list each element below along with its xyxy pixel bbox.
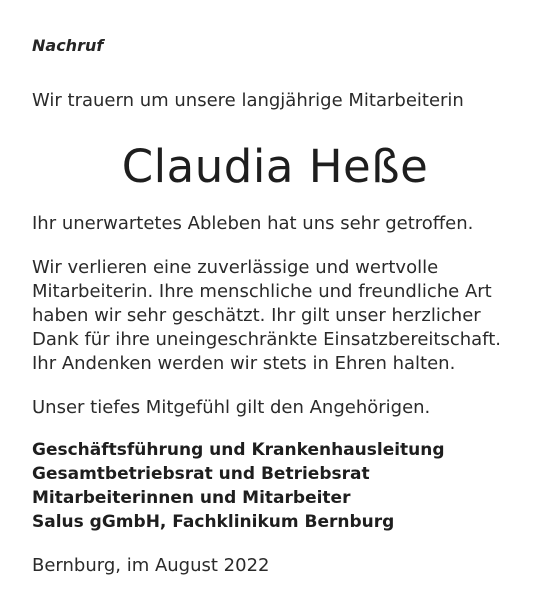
paragraph-sympathy: Unser tiefes Mitgefühl gilt den Angehörigen.	[32, 397, 431, 418]
intro-text: Wir trauern um unsere langjährige Mitarbeiterin	[32, 90, 464, 111]
signer-line: Gesamtbetriebsrat und Betriebsrat	[32, 464, 370, 484]
signer-line: Salus gGmbH, Fachklinikum Bernburg	[32, 512, 395, 532]
notice-type-heading: Nachruf	[32, 36, 104, 55]
tribute-line: Wir verlieren eine zuverlässige und wertvolle	[32, 257, 439, 278]
deceased-name: Claudia Heße	[121, 140, 429, 193]
tribute-line: Ihr Andenken werden wir stets in Ehren halten.	[32, 353, 456, 374]
signer-line: Geschäftsführung und Krankenhausleitung	[32, 440, 445, 460]
tribute-line: Mitarbeiterin. Ihre menschliche und freundliche Art	[32, 281, 492, 302]
tribute-line: Dank für ihre uneingeschränkte Einsatzbereitschaft.	[32, 329, 501, 350]
signers-block	[32, 438, 445, 534]
tribute-line: haben wir sehr geschätzt. Ihr gilt unser herzlicher	[32, 305, 481, 326]
paragraph-condolence: Ihr unerwartetes Ableben hat uns sehr getroffen.	[32, 213, 474, 234]
paragraph-tribute	[32, 256, 532, 376]
signer-line: Mitarbeiterinnen und Mitarbeiter	[32, 488, 351, 508]
place-date: Bernburg, im August 2022	[32, 555, 270, 576]
